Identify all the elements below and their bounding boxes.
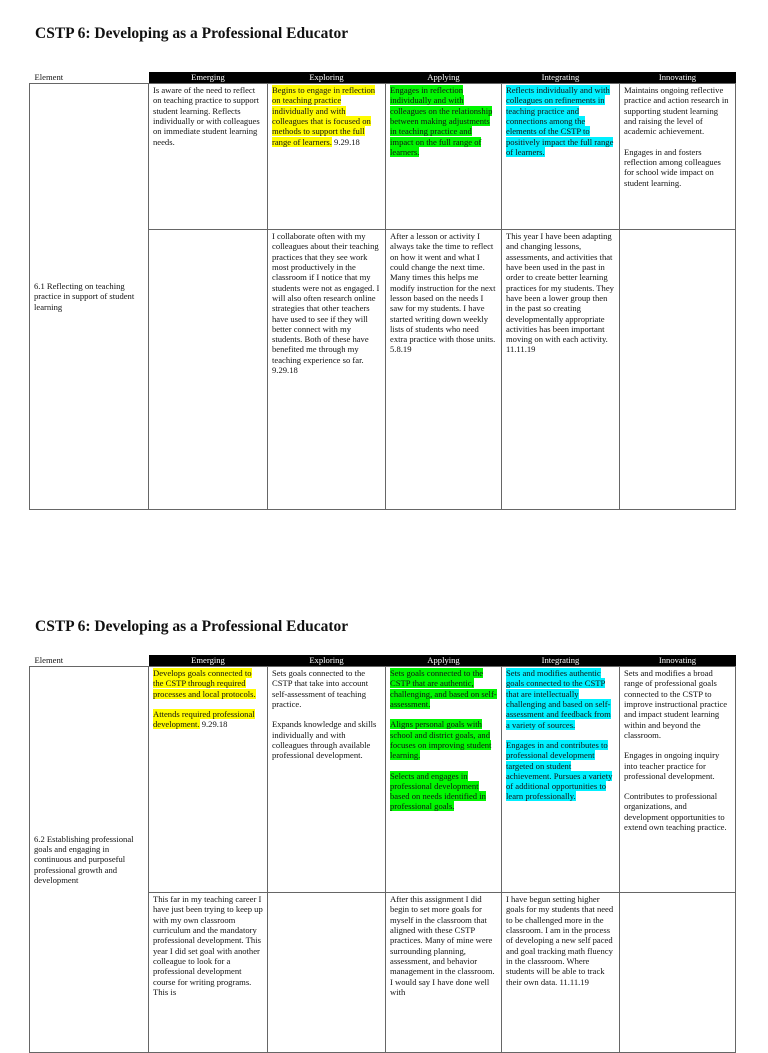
descriptor-row xyxy=(30,84,736,230)
descriptor-text: Contributes to professional organizations, and development opportunities to extend own teaching practice. xyxy=(624,791,727,833)
element-label xyxy=(30,84,149,510)
header-exploring: Exploring xyxy=(268,72,386,84)
evidence-emerging xyxy=(149,893,268,1053)
evidence-exploring xyxy=(268,893,386,1053)
header-applying: Applying xyxy=(386,72,502,84)
highlighted-text: Sets goals connected to the CSTP that are authentic, challenging, and based on self-assessment. xyxy=(390,668,497,709)
descriptor-exploring xyxy=(268,84,386,230)
header-innovating: Innovating xyxy=(620,72,736,84)
highlighted-text: Attends required professional development. xyxy=(153,708,255,730)
descriptor-row xyxy=(30,667,736,893)
header-integrating: Integrating xyxy=(502,72,620,84)
page-title: CSTP 6: Developing as a Professional Educator xyxy=(35,618,349,635)
descriptor-emerging xyxy=(149,667,268,893)
header-row xyxy=(30,655,736,667)
highlighted-text: Engages in reflection individually and with colleagues on the relationship between making adjustments in teaching practice and impact on the full range of learners. xyxy=(390,85,493,157)
evidence-text: After a lesson or activity I always take the time to reflect on how it went and what I could change the next time. Many times this helps me modify instruction for the next lesson based on the needs I saw for my students. I have started writing down weekly lists of students who need extra practice with those units. 5.8.19 xyxy=(390,231,496,355)
evidence-innovating xyxy=(620,893,736,1053)
element-text: 6.2 Establishing professional goals and engaging in continuous and purposeful professional growth and development xyxy=(34,833,134,885)
descriptor-applying xyxy=(386,667,502,893)
descriptor-innovating xyxy=(620,84,736,230)
descriptor-applying xyxy=(386,84,502,230)
highlighted-text: Aligns personal goals with school and district goals, and focuses on improving student learning. xyxy=(390,719,492,761)
header-element: Element xyxy=(30,72,149,84)
descriptor-text: Engages in and fosters reflection among colleagues for school wide impact on student learning. xyxy=(624,146,721,188)
date-text: 9.29.18 xyxy=(199,719,228,730)
page-title: CSTP 6: Developing as a Professional Educator xyxy=(35,25,349,42)
descriptor-innovating xyxy=(620,667,736,893)
evidence-emerging xyxy=(149,230,268,510)
descriptor-text: Is aware of the need to reflect on teaching practice to support student learning. Reflects individually or with colleagues on immediate student learning needs. xyxy=(153,85,260,147)
evidence-text: This far in my teaching career I have just been trying to keep up with my own classroom curriculum and the mandatory professional development. This year I did set goal with another colleague to look for a professional development course for writing programs. This is xyxy=(153,894,263,997)
evidence-text: I have begun setting higher goals for my students that need to be challenged more in the classroom. I am in the process of developing a new self paced and goal tracking math fluency in the classroom. Where students will be able to track their own data. 11.11.19 xyxy=(506,894,614,987)
descriptor-text: Sets and modifies a broad range of professional goals connected to the CSTP to improve instructional practice and impact student learning within and beyond the classroom. xyxy=(624,668,728,740)
evidence-text: I collaborate often with my colleagues about their teaching practices that they see work most productively in the classroom if I notice that my students were not as engaged. I will also often research online strategies that other teachers have used to see if they will better connect with my students. Both of these have benefited me through my teaching experience so far. 9.29.18 xyxy=(272,231,380,376)
rubric-table-6-1 xyxy=(29,72,736,510)
descriptor-integrating xyxy=(502,84,620,230)
descriptor-text: Engages in ongoing inquiry into teacher practice for professional development. xyxy=(624,750,720,781)
highlighted-text: Develops goals connected to the CSTP through required processes and local protocols. xyxy=(153,668,256,699)
descriptor-text: Maintains ongoing reflective practice and action research in supporting student learning and raising the level of academic achievement. xyxy=(624,85,729,137)
rubric-table-6-2 xyxy=(29,655,736,1053)
highlighted-text: Sets and modifies authentic goals connected to the CSTP that are intellectually challenging and based on self-assessment and feedback from a variety of sources. xyxy=(506,668,611,730)
header-row xyxy=(30,72,736,84)
element-label xyxy=(30,667,149,1053)
header-exploring: Exploring xyxy=(268,655,386,667)
descriptor-exploring xyxy=(268,667,386,893)
evidence-text: After this assignment I did begin to set more goals for myself in the classroom that aligned with these CSTP practices. Many of mine were surrounding planning, assessment, and behavior management in the classroom. I would say I have done well with xyxy=(390,894,495,997)
evidence-integrating xyxy=(502,230,620,510)
header-integrating: Integrating xyxy=(502,655,620,667)
highlighted-text: Reflects individually and with colleagues on refinements in teaching practice and connections among the elements of the CSTP to positively impact the full range of learners. xyxy=(506,85,614,157)
header-applying: Applying xyxy=(386,655,502,667)
element-text: 6.1 Reflecting on teaching practice in support of student learning xyxy=(34,281,135,312)
highlighted-text: Begins to engage in reflection on teaching practice individually and with colleagues that is focused on methods to support the full range of learners. xyxy=(272,85,376,147)
evidence-applying xyxy=(386,893,502,1053)
descriptor-text: Expands knowledge and skills individually and with colleagues through available professional development. xyxy=(272,719,377,761)
descriptor-emerging xyxy=(149,84,268,230)
header-element: Element xyxy=(30,655,149,667)
header-innovating: Innovating xyxy=(620,655,736,667)
evidence-exploring xyxy=(268,230,386,510)
highlighted-text: Engages in and contributes to professional development targeted on student achievement. Pursues a variety of additional opportunities to learn professionally. xyxy=(506,739,613,802)
date-text: 9.29.18 xyxy=(331,136,360,147)
descriptor-integrating xyxy=(502,667,620,893)
highlighted-text: Selects and engages in professional development based on needs identified in professional goals. xyxy=(390,770,486,812)
evidence-applying xyxy=(386,230,502,510)
header-emerging: Emerging xyxy=(149,72,268,84)
descriptor-text: Sets goals connected to the CSTP that take into account self-assessment of teaching practice. xyxy=(272,668,369,709)
evidence-text: This year I have been adapting and changing lessons, assessments, and activities that have been used in the past in order to create better learning practices for my students. They have been a lower group then in the past so creating developmentally appropriate activities has been important moving on with each activity. 11.11.19 xyxy=(506,231,614,355)
evidence-innovating xyxy=(620,230,736,510)
evidence-integrating xyxy=(502,893,620,1053)
header-emerging: Emerging xyxy=(149,655,268,667)
